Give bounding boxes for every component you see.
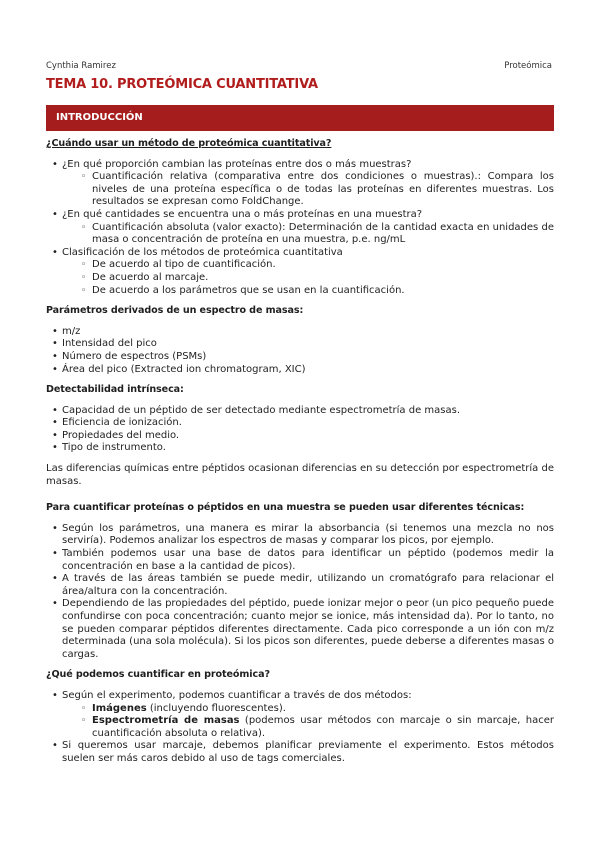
bold-term: Imágenes [92,702,147,714]
list-item: • Área del pico (Extracted ion chromatogram, XIC) [46,364,554,377]
section-heading-when: ¿Cuándo usar un método de proteómica cuantitativa? [46,138,332,149]
parameters-list [46,326,554,376]
sub-list-item [78,703,554,716]
sub-list-item [78,715,554,740]
list-item-text: ¿En qué proporción cambian las proteínas entre dos o más muestras? [62,158,412,170]
section-banner [46,105,554,131]
list-item [46,209,554,247]
list-item: • Propiedades del medio. [46,430,554,443]
section-heading-techniques: Para cuantificar proteínas o péptidos en una muestra se pueden usar diferentes técnicas: [46,502,525,514]
quantify-list [46,690,554,766]
page-title: TEMA 10. PROTEÓMICA CUANTITATIVA [46,77,318,92]
document-body [46,138,554,766]
list-item [46,690,554,740]
list-item: • Eficiencia de ionización. [46,417,554,430]
list-item-text: ¿En qué cantidades se encuentra una o más proteínas en una muestra? [62,208,423,220]
list-item: • A través de las áreas también se puede medir, utilizando un cromatógrafo para relacionar el área/altura con la concentración. [46,573,554,598]
list-item-text: Clasificación de los métodos de proteómica cuantitativa [62,246,343,258]
list-item [46,247,554,297]
list-item: • Intensidad del pico [46,338,554,351]
sub-list-item: ◦ De acuerdo al marcaje. [78,272,554,285]
sub-list-item-text: (incluyendo fluorescentes). [146,702,286,714]
header-subject: Proteómica [504,61,552,71]
sub-list-item: ◦ De acuerdo al tipo de cuantificación. [78,259,554,272]
paragraph: Las diferencias químicas entre péptidos ocasionan diferencias en su detección por espectrometría de masas. [46,463,554,487]
list-item: • Si queremos usar marcaje, debemos planificar previamente el experimento. Estos métodos suelen ser más caros debido al uso de tags comerciales. [46,740,554,765]
section-banner-label: INTRODUCCIÓN [56,112,143,123]
sub-list-item-text: (podemos usar métodos con marcaje o sin marcaje, hacer cuantificación absoluta o relativa). [92,715,554,739]
section-heading-detectability: Detectabilidad intrínseca: [46,384,184,396]
sub-list-item: ◦ Cuantificación relativa (comparativa entre dos condiciones o muestras).: Compara los niveles de una proteína específica o de todas las proteínas en diferentes muestras. Los resultados se expresan como FoldChange. [78,171,554,209]
list-item: • m/z [46,326,554,339]
bold-term: Espectrometría de masas [92,715,240,727]
section-heading-parameters: Parámetros derivados de un espectro de masas: [46,305,304,317]
list-item: • Según los parámetros, una manera es mirar la absorbancia (si tenemos una mezcla no nos serviría). Podemos analizar los espectros de masas y comparar los picos, por ejemplo. [46,523,554,548]
detectability-list [46,405,554,455]
list-item [46,159,554,209]
list-item: • Número de espectros (PSMs) [46,351,554,364]
techniques-list [46,523,554,662]
sub-list-item: ◦ De acuerdo a los parámetros que se usan en la cuantificación. [78,285,554,298]
list-item: • Dependiendo de las propiedades del péptido, puede ionizar mejor o peor (un pico pequeño puede confundirse con poca concentración; cuanto mejor se ionice, más intensidad da). Por lo tanto, no se pueden comparar péptidos diferentes directamente. Cada pico corresponde a un ión con m/z determinada (una sola molécula). Si los picos son diferentes, puede deberse a diferentes masas o cargas. [46,598,554,661]
when-list [46,159,554,298]
section-heading-what-to-quantify: ¿Qué podemos cuantificar en proteómica? [46,669,270,681]
list-item: • Tipo de instrumento. [46,442,554,455]
list-item: • Capacidad de un péptido de ser detectado mediante espectrometría de masas. [46,405,554,418]
header-author: Cynthia Ramirez [46,61,116,71]
list-item-text: Según el experimento, podemos cuantificar a través de dos métodos: [62,689,412,701]
sub-list-item: ◦ Cuantificación absoluta (valor exacto): Determinación de la cantidad exacta en unidades de masa o concentración de proteína en una muestra, p.e. ng/mL [78,222,554,247]
list-item: • También podemos usar una base de datos para identificar un péptido (podemos medir la concentración en base a la cantidad de picos). [46,548,554,573]
